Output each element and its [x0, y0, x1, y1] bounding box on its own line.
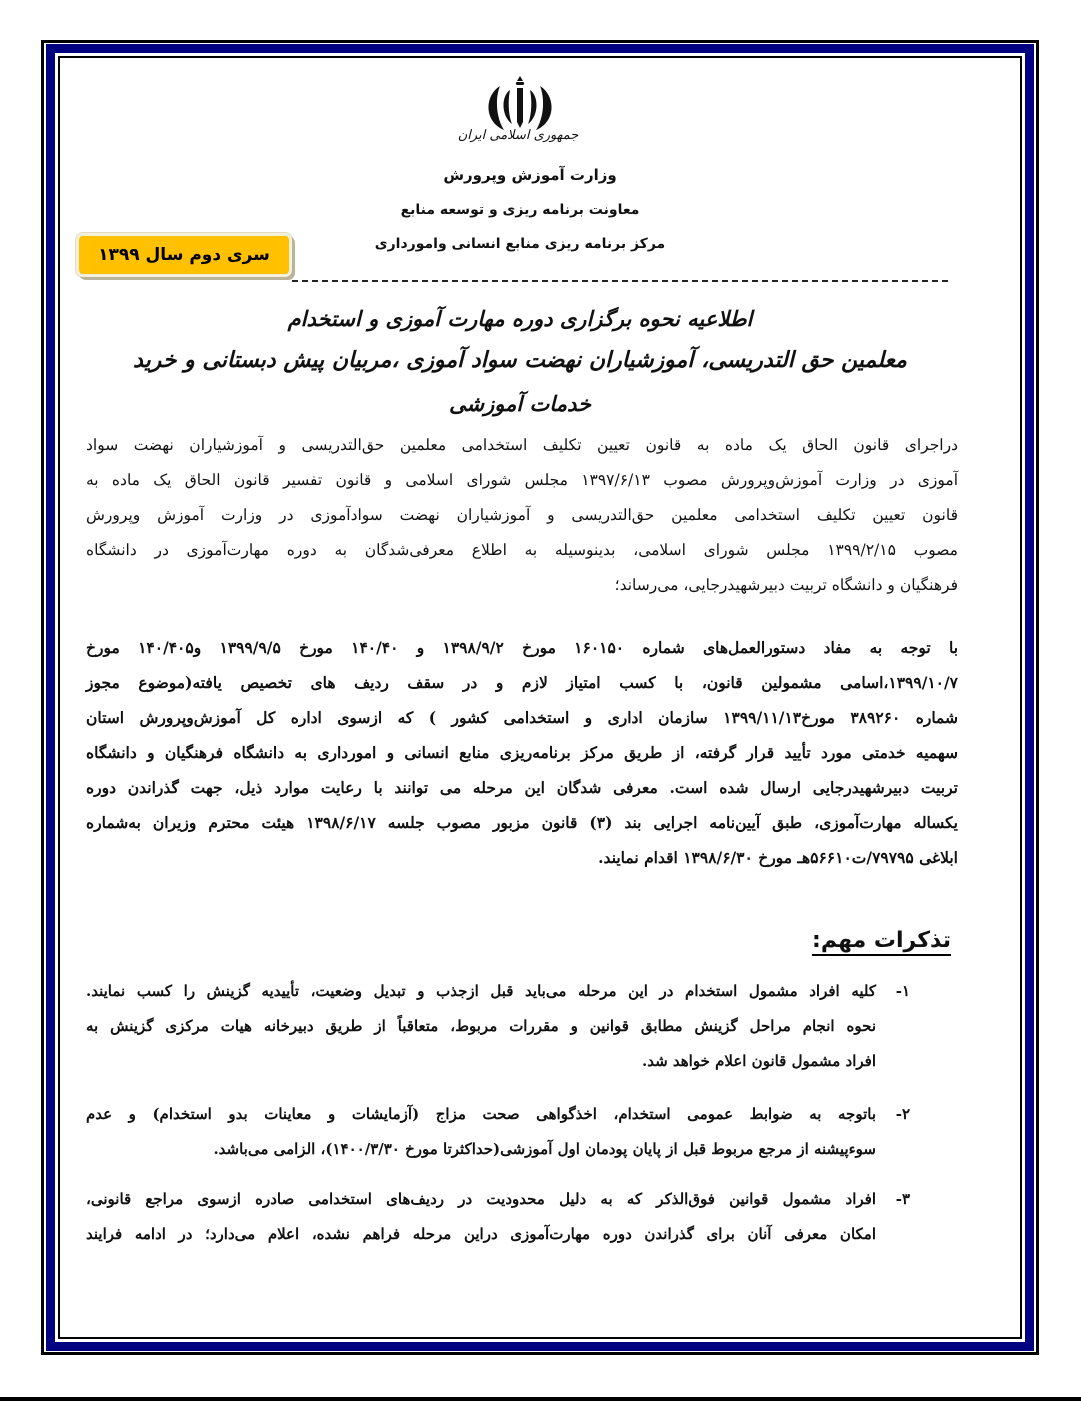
center-name: مرکز برنامه ریزی منابع انسانی وامورداری — [374, 236, 666, 252]
paragraph-line: مصوب ۱۳۹۹/۲/۱۵ مجلس شورای اسلامی، بدینوسیله به اطلاع معرفی‌شدگان به دوره مهارت‌آموزی در دانشگاه — [86, 541, 958, 559]
note-line: کلیه افراد مشمول استخدام در این مرحله می‌باید قبل ازجذب و تبدیل وضعیت، تأییدیه گزینش را کسب نمایند. — [86, 982, 876, 1000]
note-number: ۱- — [895, 982, 910, 1000]
paragraph-line: یکساله مهارت‌آموزی، طبق آیین‌نامه اجرایی بند (۳) قانون مزبور مصوب جلسه ۱۳۹۸/۶/۱۷ هیئت محترم وزیران به‌شماره — [86, 813, 958, 832]
paragraph-line: قانون تعیین تکلیف استخدامی معلمین حق‌التدریسی و آموزشیاران نهضت سوادآموزی در وزارت آموزش وپرورش — [86, 506, 958, 524]
emblem-caption: جمهوری اسلامی ایران — [457, 128, 579, 143]
note-item-1 — [86, 974, 958, 1079]
note-line: سوءپیشنه از مرجع مربوط قبل از پایان پودمان اول آموزشی(حداکثرتا مورخ ۱۴۰۰/۳/۳۰)، الزامی می‌باشد. — [213, 1140, 876, 1158]
paragraph-line: با توجه به مفاد دستورالعمل‌های شماره ۱۶۰۱۵۰ مورخ ۱۳۹۸/۹/۲ و ۱۴۰/۴۰ مورخ ۱۳۹۹/۹/۵ و۱۴۰/۴۰۵ مورخ — [86, 638, 959, 657]
intro-paragraph — [86, 428, 958, 603]
paragraph-line: آموزی در وزارت آموزش‌وپرورش مصوب ۱۳۹۷/۶/۱۳ مجلس شورای اسلامی و قانون تفسیر قانون الحاق یک ماده به — [86, 471, 958, 489]
details-paragraph — [86, 630, 958, 875]
announcement-title-line-3: خدمات آموزشی — [449, 392, 591, 416]
series-badge-label: سری دوم سال ۱۳۹۹ — [98, 245, 270, 265]
announcement-title-line-2: معلمین حق التدریسی، آموزشیاران نهضت سواد آموزی ،مربیان پیش دبستانی و خرید — [133, 348, 907, 373]
note-line: امکان معرفی آنان برای گذراندن دوره مهارت‌آموزی دراین مرحله فراهم نشده، اعلام می‌دارد؛ در ادامه فرایند — [86, 1225, 876, 1243]
header-divider — [292, 280, 948, 285]
paragraph-line: ۱۳۹۹/۱۰/۷،اسامی مشمولین قانون، با کسب امتیاز لازم و در سقف ردیف های تخصیص یافته(موضوع مجوز — [86, 673, 958, 692]
paragraph-line: تربیت دبیرشهیدرجایی ارسال شده است. معرفی شدگان این مرحله می توانند با رعایت موارد ذیل، جهت گذراندن دوره — [86, 778, 958, 797]
ministry-name: وزارت آموزش وپرورش — [443, 166, 617, 184]
deputy-name: معاونت برنامه ریزی و توسعه منابع — [400, 202, 640, 218]
note-line: افراد مشمول قوانین فوق‌الذکر که به دلیل محدودیت در ردیف‌های استخدامی صادره ازسوی مراجع قانونی، — [86, 1190, 876, 1208]
note-line: افراد مشمول قانون اعلام خواهد شد. — [642, 1052, 876, 1070]
series-badge — [76, 233, 292, 277]
note-line: نحوه انجام مراحل گزینش مطابق قوانین و مقررات مربوط، متعاقباً از طریق دبیرخانه هیات مرکزی گزینش به — [86, 1017, 876, 1035]
note-item-2 — [86, 1097, 958, 1167]
paragraph-line: ابلاغی ۷۹۷۹۵/ت۵۶۶۱۰هـ مورخ ۱۳۹۸/۶/۳۰ اقدام نمایند. — [598, 848, 958, 867]
page-bottom-rule — [0, 1397, 1081, 1401]
paragraph-line: دراجرای قانون الحاق یک ماده به قانون تعیین تکلیف استخدامی معلمین حق‌التدریسی و آموزشیاران نهضت سواد — [86, 436, 958, 454]
note-line: باتوجه به ضوابط عمومی استخدام، اخذگواهی صحت مزاج (آزمایشات و معاینات بدو استخدام) و عدم — [86, 1105, 876, 1123]
paragraph-line: سهمیه خدمتی مورد تأیید قرار گرفته، از طریق مرکز برنامه‌ریزی منابع انسانی و امورداری به دانشگاه فرهنگیان و دانشگاه — [86, 743, 958, 762]
announcement-title-line-1: اطلاعیه نحوه برگزاری دوره مهارت آموزی و استخدام — [287, 307, 753, 331]
paragraph-line: شماره ۳۸۹۲۶۰ مورخ۱۳۹۹/۱۱/۱۳ سازمان اداری و استخدامی کشور ) که ازسوی اداره کل آموزش‌وپرورش استان — [86, 708, 958, 727]
notes-heading: تذکرات مهم: — [812, 928, 951, 956]
note-number: ۳- — [895, 1190, 910, 1208]
note-number: ۲- — [895, 1105, 910, 1123]
note-item-3 — [86, 1182, 958, 1252]
iran-emblem-icon — [460, 72, 580, 158]
paragraph-line: فرهنگیان و دانشگاه تربیت دبیرشهیدرجایی، می‌رساند؛ — [614, 576, 958, 594]
